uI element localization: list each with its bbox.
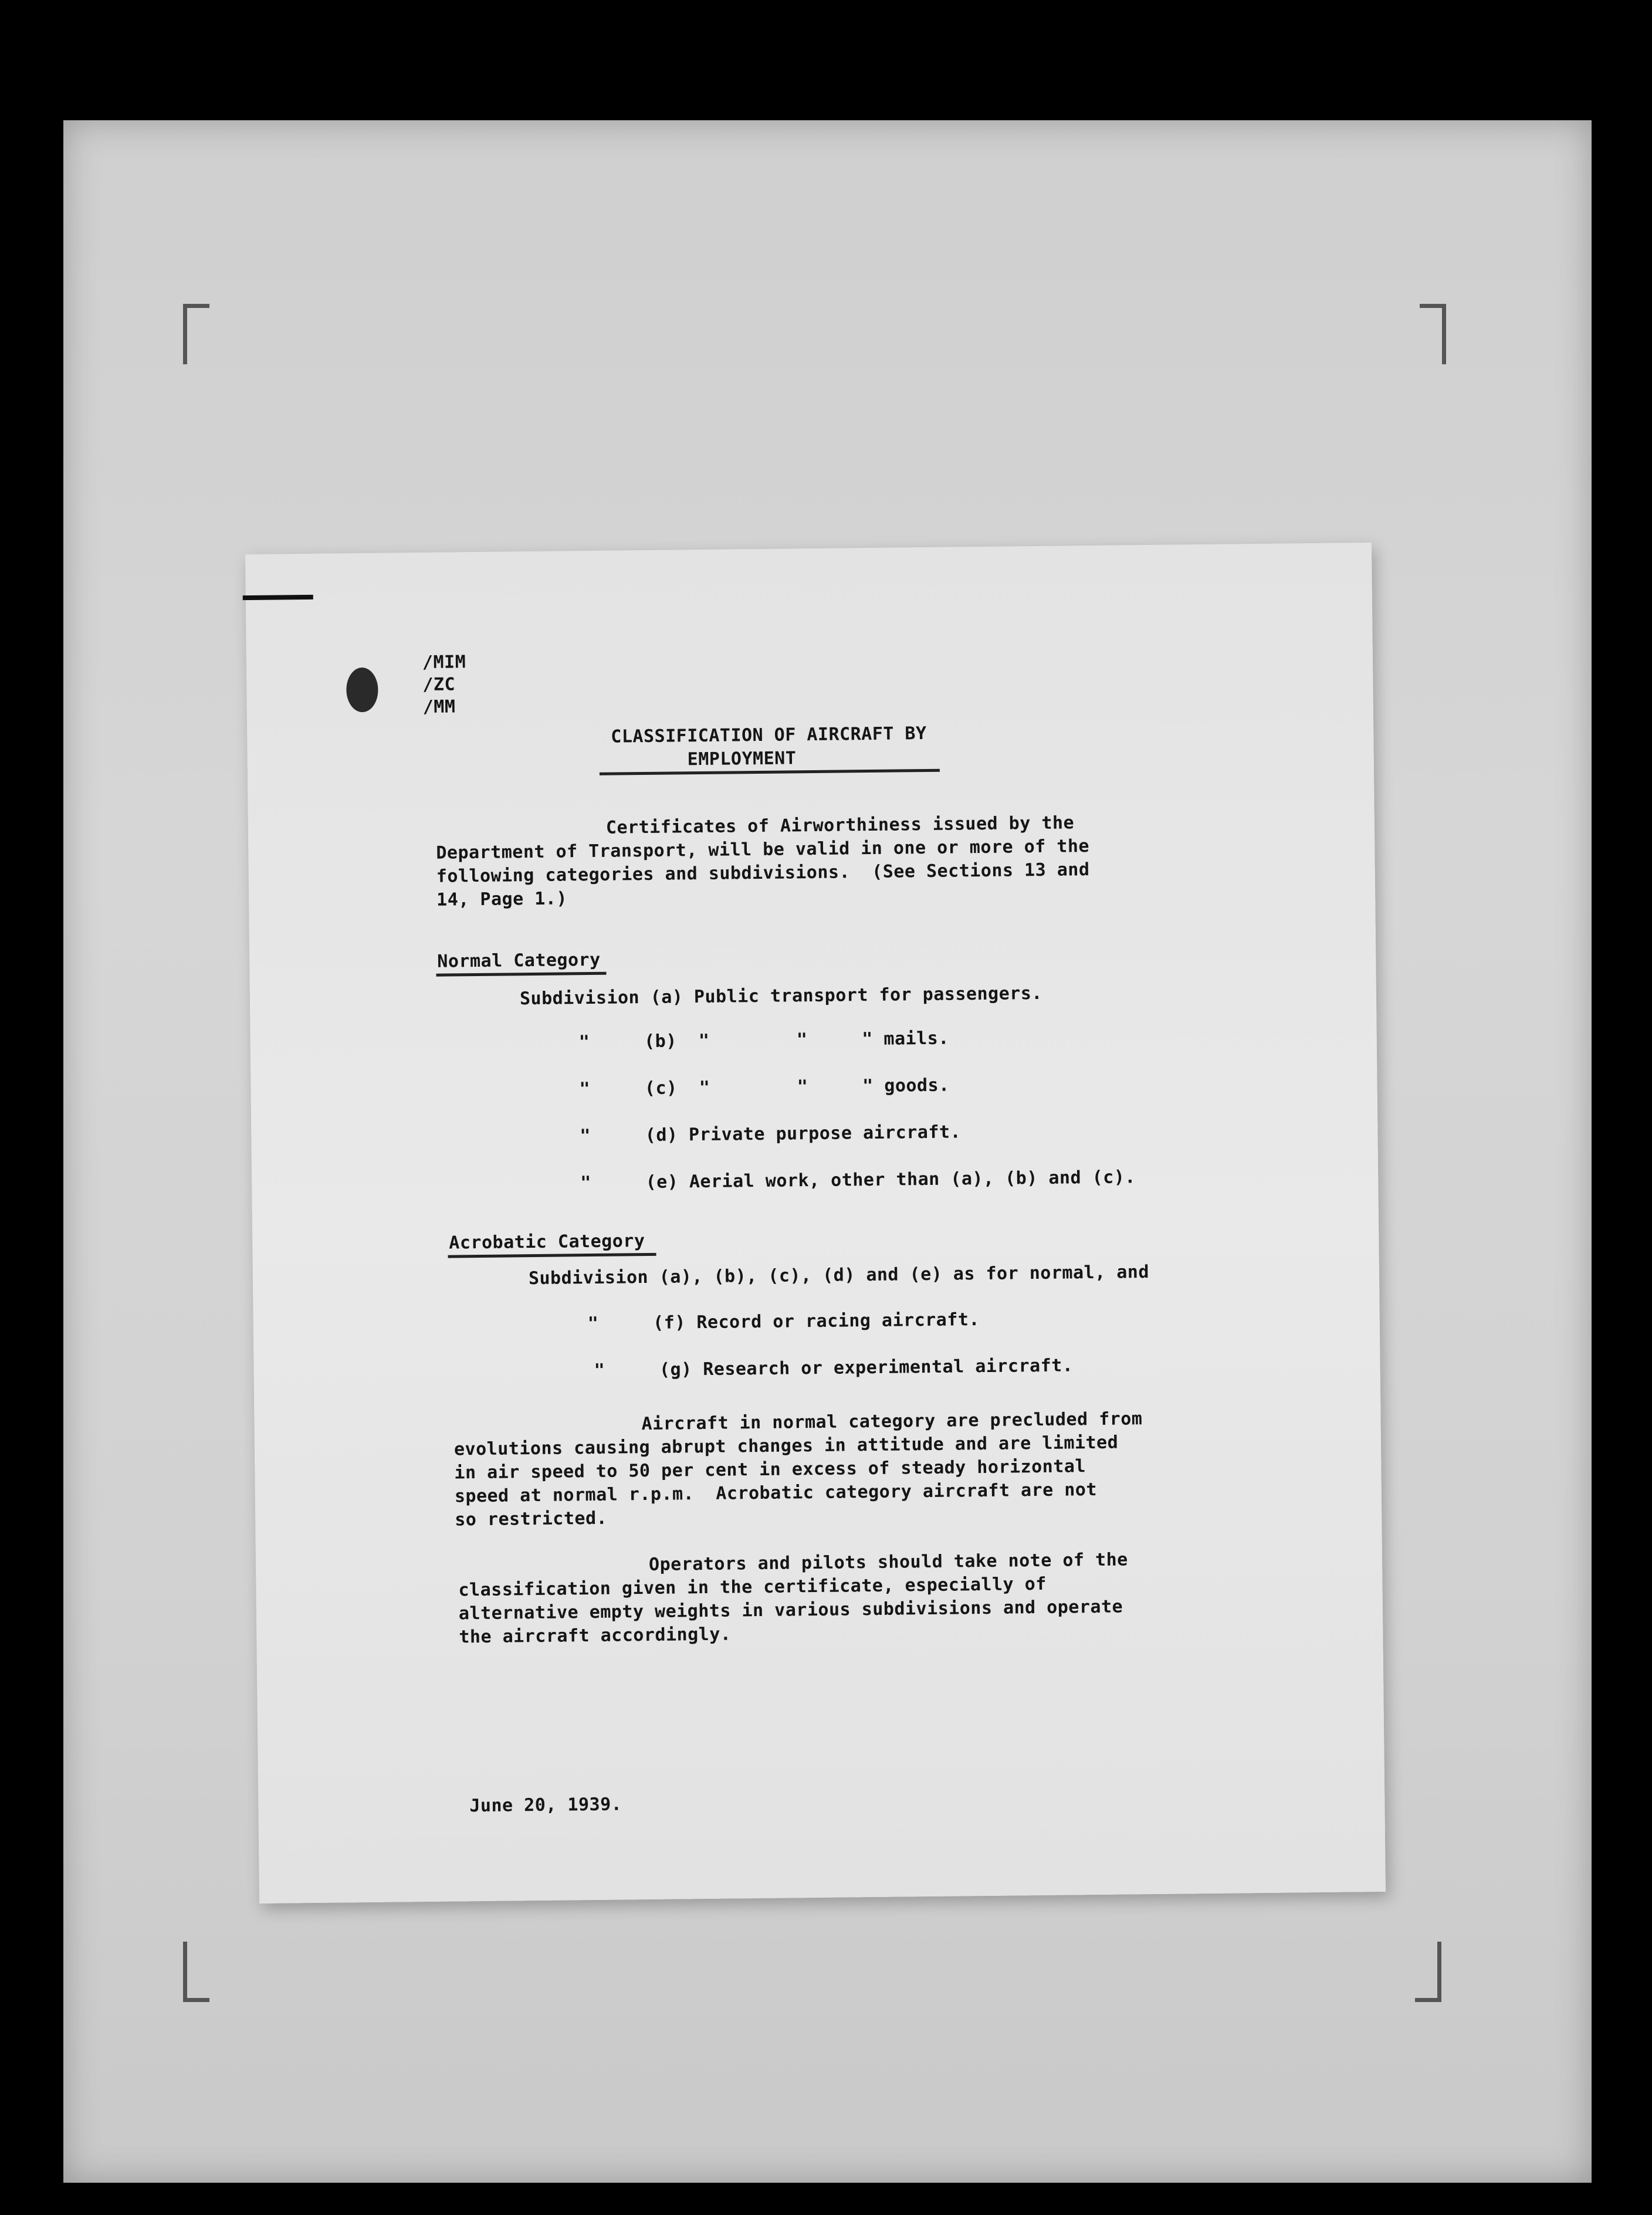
document-date: June 20, 1939. xyxy=(469,1794,622,1817)
title-line-2: EMPLOYMENT xyxy=(687,748,797,770)
initial-2: /ZC xyxy=(422,674,456,695)
typed-sheet xyxy=(245,543,1386,1904)
para2-line-4: the aircraft accordingly. xyxy=(459,1624,732,1648)
initial-3: /MM xyxy=(422,696,456,717)
margin-dash xyxy=(243,595,313,600)
acrobatic-category-heading: Acrobatic Category xyxy=(449,1231,645,1254)
punch-hole xyxy=(346,668,378,713)
crop-mark-top-right xyxy=(1420,304,1446,364)
acrobatic-line-g: " (g) Research or experimental aircraft. xyxy=(594,1355,1074,1381)
para1-line-2: evolutions causing abrupt changes in attitude and are limited xyxy=(453,1432,1119,1460)
normal-line-c: " (c) " " " goods. xyxy=(579,1075,950,1100)
para1-line-4: speed at normal r.p.m. Acrobatic category aircraft are not xyxy=(454,1479,1098,1507)
normal-line-a: Subdivision (a) Public transport for passengers. xyxy=(519,983,1043,1010)
normal-line-e: " (e) Aerial work, other than (a), (b) and (c). xyxy=(580,1167,1136,1194)
para1-line-5: so restricted. xyxy=(455,1508,608,1530)
normal-line-b: " (b) " " " mails. xyxy=(578,1028,949,1053)
acrobatic-heading-underline xyxy=(448,1253,656,1258)
normal-heading-underline xyxy=(436,972,607,977)
para2-line-3: alternative empty weights in various subdivisions and operate xyxy=(458,1596,1123,1624)
crop-mark-bottom-left xyxy=(183,1942,209,2002)
title-line-1: CLASSIFICATION OF AIRCRAFT BY xyxy=(611,723,927,747)
para1-line-3: in air speed to 50 per cent in excess of steady horizontal xyxy=(454,1456,1086,1484)
intro-line-2: Department of Transport, will be valid in one or more of the xyxy=(436,836,1090,863)
initial-1: /MIM xyxy=(422,652,466,673)
para1-line-1: Aircraft in normal category are precluded from xyxy=(641,1408,1143,1435)
intro-line-4: 14, Page 1.) xyxy=(436,888,568,910)
crop-mark-top-left xyxy=(183,304,209,364)
intro-line-3: following categories and subdivisions. (See Sections 13 and xyxy=(436,859,1090,887)
acrobatic-line-1: Subdivision (a), (b), (c), (d) and (e) as for normal, and xyxy=(528,1262,1150,1289)
title-underline xyxy=(600,769,940,775)
para2-line-2: classification given in the certificate, especially of xyxy=(458,1573,1047,1601)
intro-line-1: Certificates of Airworthiness issued by the xyxy=(605,812,1075,838)
normal-line-d: " (d) Private purpose aircraft. xyxy=(580,1122,962,1147)
para2-line-1: Operators and pilots should take note of the xyxy=(648,1549,1128,1576)
normal-category-heading: Normal Category xyxy=(437,949,601,972)
crop-mark-bottom-right xyxy=(1415,1942,1441,2002)
acrobatic-line-f: " (f) Record or racing aircraft. xyxy=(587,1309,980,1335)
